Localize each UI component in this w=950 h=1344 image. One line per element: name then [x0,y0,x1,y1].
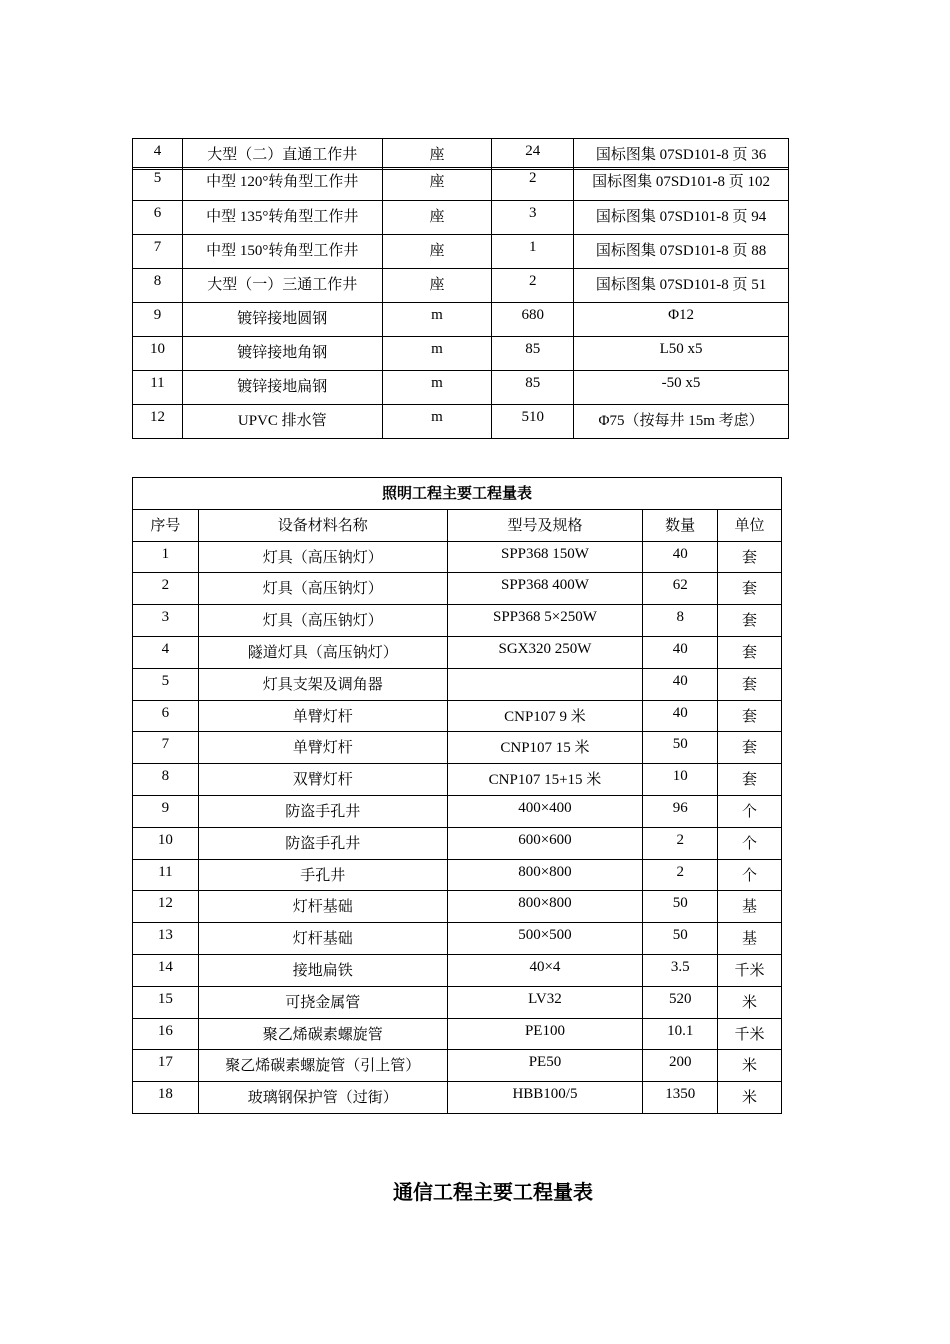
table-cell: 单臂灯杆 [198,732,447,764]
table-cell: -50 x5 [574,371,789,405]
table-cell: 灯杆基础 [198,923,447,955]
table-row [133,764,782,796]
table-row [133,795,782,827]
table-row [133,954,782,986]
table-title: 照明工程主要工程量表 [133,478,782,510]
table-cell: 85 [492,337,574,371]
table-cell: 600×600 [447,827,643,859]
table-cell: 1 [133,541,199,573]
table-cell: 400×400 [447,795,643,827]
table-cell: 个 [718,795,782,827]
table-cell: HBB100/5 [447,1082,643,1114]
table-cell: 基 [718,923,782,955]
table-cell: 座 [382,170,492,201]
table-cell: 中型 135°转角型工作井 [182,201,382,235]
table-cell: 3 [133,605,199,637]
row-divider [132,167,789,168]
table-cell: 9 [133,795,199,827]
table-row [133,827,782,859]
table-cell: 5 [133,170,183,201]
table-cell: 2 [643,827,718,859]
table-row [133,269,789,303]
table-cell: 套 [718,541,782,573]
table-cell: 大型（二）直通工作井 [182,139,382,170]
header-cell: 型号及规格 [447,509,643,541]
table-cell: 1 [492,235,574,269]
table-row [133,1050,782,1082]
table-cell: 防盗手孔井 [198,795,447,827]
table-cell: 24 [492,139,574,170]
table-cell: CNP107 9 米 [447,700,643,732]
table-cell: 50 [643,923,718,955]
table-cell: 12 [133,405,183,439]
table-cell: 单臂灯杆 [198,700,447,732]
header-cell: 数量 [643,509,718,541]
table-row [133,891,782,923]
table-row [133,700,782,732]
table-cell: 套 [718,573,782,605]
table-cell: 62 [643,573,718,605]
table-cell: 国标图集 07SD101-8 页 94 [574,201,789,235]
table-cell: m [382,405,492,439]
table-cell: m [382,371,492,405]
table-cell: 镀锌接地圆钢 [182,303,382,337]
header-cell: 单位 [718,509,782,541]
table-cell: 中型 120°转角型工作井 [182,170,382,201]
table-cell: 座 [382,139,492,170]
table-cell: 米 [718,1082,782,1114]
table-cell: 可挠金属管 [198,986,447,1018]
table-cell: 套 [718,764,782,796]
table-cell: 接地扁铁 [198,954,447,986]
table-cell: UPVC 排水管 [182,405,382,439]
table-row [133,371,789,405]
table-cell: 3 [492,201,574,235]
table-cell: 7 [133,235,183,269]
table-cell: 聚乙烯碳素螺旋管（引上管） [198,1050,447,1082]
table-cell: 套 [718,636,782,668]
table-cell: 手孔井 [198,859,447,891]
table-cell: 1350 [643,1082,718,1114]
table-cell: 玻璃钢保护管（过街） [198,1082,447,1114]
table-cell: 聚乙烯碳素螺旋管 [198,1018,447,1050]
table-row [133,303,789,337]
table-cell: 40 [643,541,718,573]
table-cell: 40 [643,636,718,668]
table-title-row [133,478,782,510]
table-cell: 千米 [718,954,782,986]
table-cell: 个 [718,827,782,859]
table-cell: SPP368 150W [447,541,643,573]
table-cell: 大型（一）三通工作井 [182,269,382,303]
table-cell: 96 [643,795,718,827]
table-cell: 镀锌接地角钢 [182,337,382,371]
table-cell: 50 [643,732,718,764]
table-row [133,1018,782,1050]
table-row [133,337,789,371]
table-cell: SPP368 400W [447,573,643,605]
table-cell: 510 [492,405,574,439]
table-row [133,201,789,235]
table-row [133,235,789,269]
table-cell: 10.1 [643,1018,718,1050]
table-cell: 国标图集 07SD101-8 页 88 [574,235,789,269]
table-cell: PE100 [447,1018,643,1050]
table-cell: 10 [133,827,199,859]
table-cell: 11 [133,371,183,405]
table-row [133,923,782,955]
table-cell: 灯具（高压钠灯） [198,605,447,637]
table-cell: 基 [718,891,782,923]
table-cell: 50 [643,891,718,923]
table-cell: 中型 150°转角型工作井 [182,235,382,269]
table-cell: 座 [382,201,492,235]
table-cell: 520 [643,986,718,1018]
table-cell: 40 [643,668,718,700]
table-cell: L50 x5 [574,337,789,371]
table-row [133,732,782,764]
table-cell: 8 [133,764,199,796]
table-cell: 个 [718,859,782,891]
table-cell [447,668,643,700]
table-cell: 套 [718,732,782,764]
table-cell: 680 [492,303,574,337]
table-cell: SGX320 250W [447,636,643,668]
header-cell: 设备材料名称 [198,509,447,541]
table-cell: 200 [643,1050,718,1082]
table-cell: 国标图集 07SD101-8 页 102 [574,170,789,201]
table-cell: 11 [133,859,199,891]
table-cell: 85 [492,371,574,405]
table-cell: 800×800 [447,859,643,891]
table-cell: 40×4 [447,954,643,986]
table-cell: 2 [492,170,574,201]
table-cell: 40 [643,700,718,732]
table-cell: 2 [643,859,718,891]
table-cell: 10 [133,337,183,371]
section-heading: 通信工程主要工程量表 [393,1180,593,1204]
table-row [133,859,782,891]
table-row [133,986,782,1018]
table-row [133,668,782,700]
table-cell: 米 [718,1050,782,1082]
table-row [133,573,782,605]
table-cell: 4 [133,636,199,668]
table-header-row [133,509,782,541]
lighting-table-body [133,478,782,1114]
table-cell: m [382,337,492,371]
table-cell: 3.5 [643,954,718,986]
table-cell: 座 [382,269,492,303]
table-cell: 7 [133,732,199,764]
table-row [133,139,789,170]
table-cell: 米 [718,986,782,1018]
table-cell: 2 [492,269,574,303]
table-row [133,605,782,637]
table-cell: 5 [133,668,199,700]
table-cell: 镀锌接地扁钢 [182,371,382,405]
header-cell: 序号 [133,509,199,541]
table-cell: 2 [133,573,199,605]
table-cell: Φ12 [574,303,789,337]
table-cell: CNP107 15 米 [447,732,643,764]
table-row [133,1082,782,1114]
table-cell: 灯具支架及调角器 [198,668,447,700]
table-cell: 国标图集 07SD101-8 页 51 [574,269,789,303]
table-cell: 灯具（高压钠灯） [198,573,447,605]
table-cell: 500×500 [447,923,643,955]
equipment-table-body [133,139,789,439]
table-cell: m [382,303,492,337]
table-cell: 隧道灯具（高压钠灯） [198,636,447,668]
table-cell: 800×800 [447,891,643,923]
table-cell: 防盗手孔井 [198,827,447,859]
table-cell: 15 [133,986,199,1018]
lighting-quantity-table [132,477,782,1114]
table-cell: 6 [133,700,199,732]
table-cell: 千米 [718,1018,782,1050]
table-cell: CNP107 15+15 米 [447,764,643,796]
table-cell: 灯具（高压钠灯） [198,541,447,573]
table-row [133,636,782,668]
table-cell: PE50 [447,1050,643,1082]
table-cell: 4 [133,139,183,170]
table-row [133,541,782,573]
table-row [133,405,789,439]
table-cell: LV32 [447,986,643,1018]
table-cell: 套 [718,668,782,700]
table-cell: 国标图集 07SD101-8 页 36 [574,139,789,170]
table-cell: 套 [718,605,782,637]
table-cell: Φ75（按每井 15m 考虑） [574,405,789,439]
table-cell: SPP368 5×250W [447,605,643,637]
table-cell: 16 [133,1018,199,1050]
table-row [133,170,789,201]
table-cell: 双臂灯杆 [198,764,447,796]
table-cell: 8 [643,605,718,637]
table-cell: 9 [133,303,183,337]
table-cell: 灯杆基础 [198,891,447,923]
table-cell: 18 [133,1082,199,1114]
table-cell: 8 [133,269,183,303]
table-cell: 12 [133,891,199,923]
table-cell: 14 [133,954,199,986]
table-cell: 套 [718,700,782,732]
equipment-table-continued [132,138,789,439]
table-cell: 10 [643,764,718,796]
table-cell: 13 [133,923,199,955]
table-cell: 6 [133,201,183,235]
table-cell: 座 [382,235,492,269]
table-cell: 17 [133,1050,199,1082]
